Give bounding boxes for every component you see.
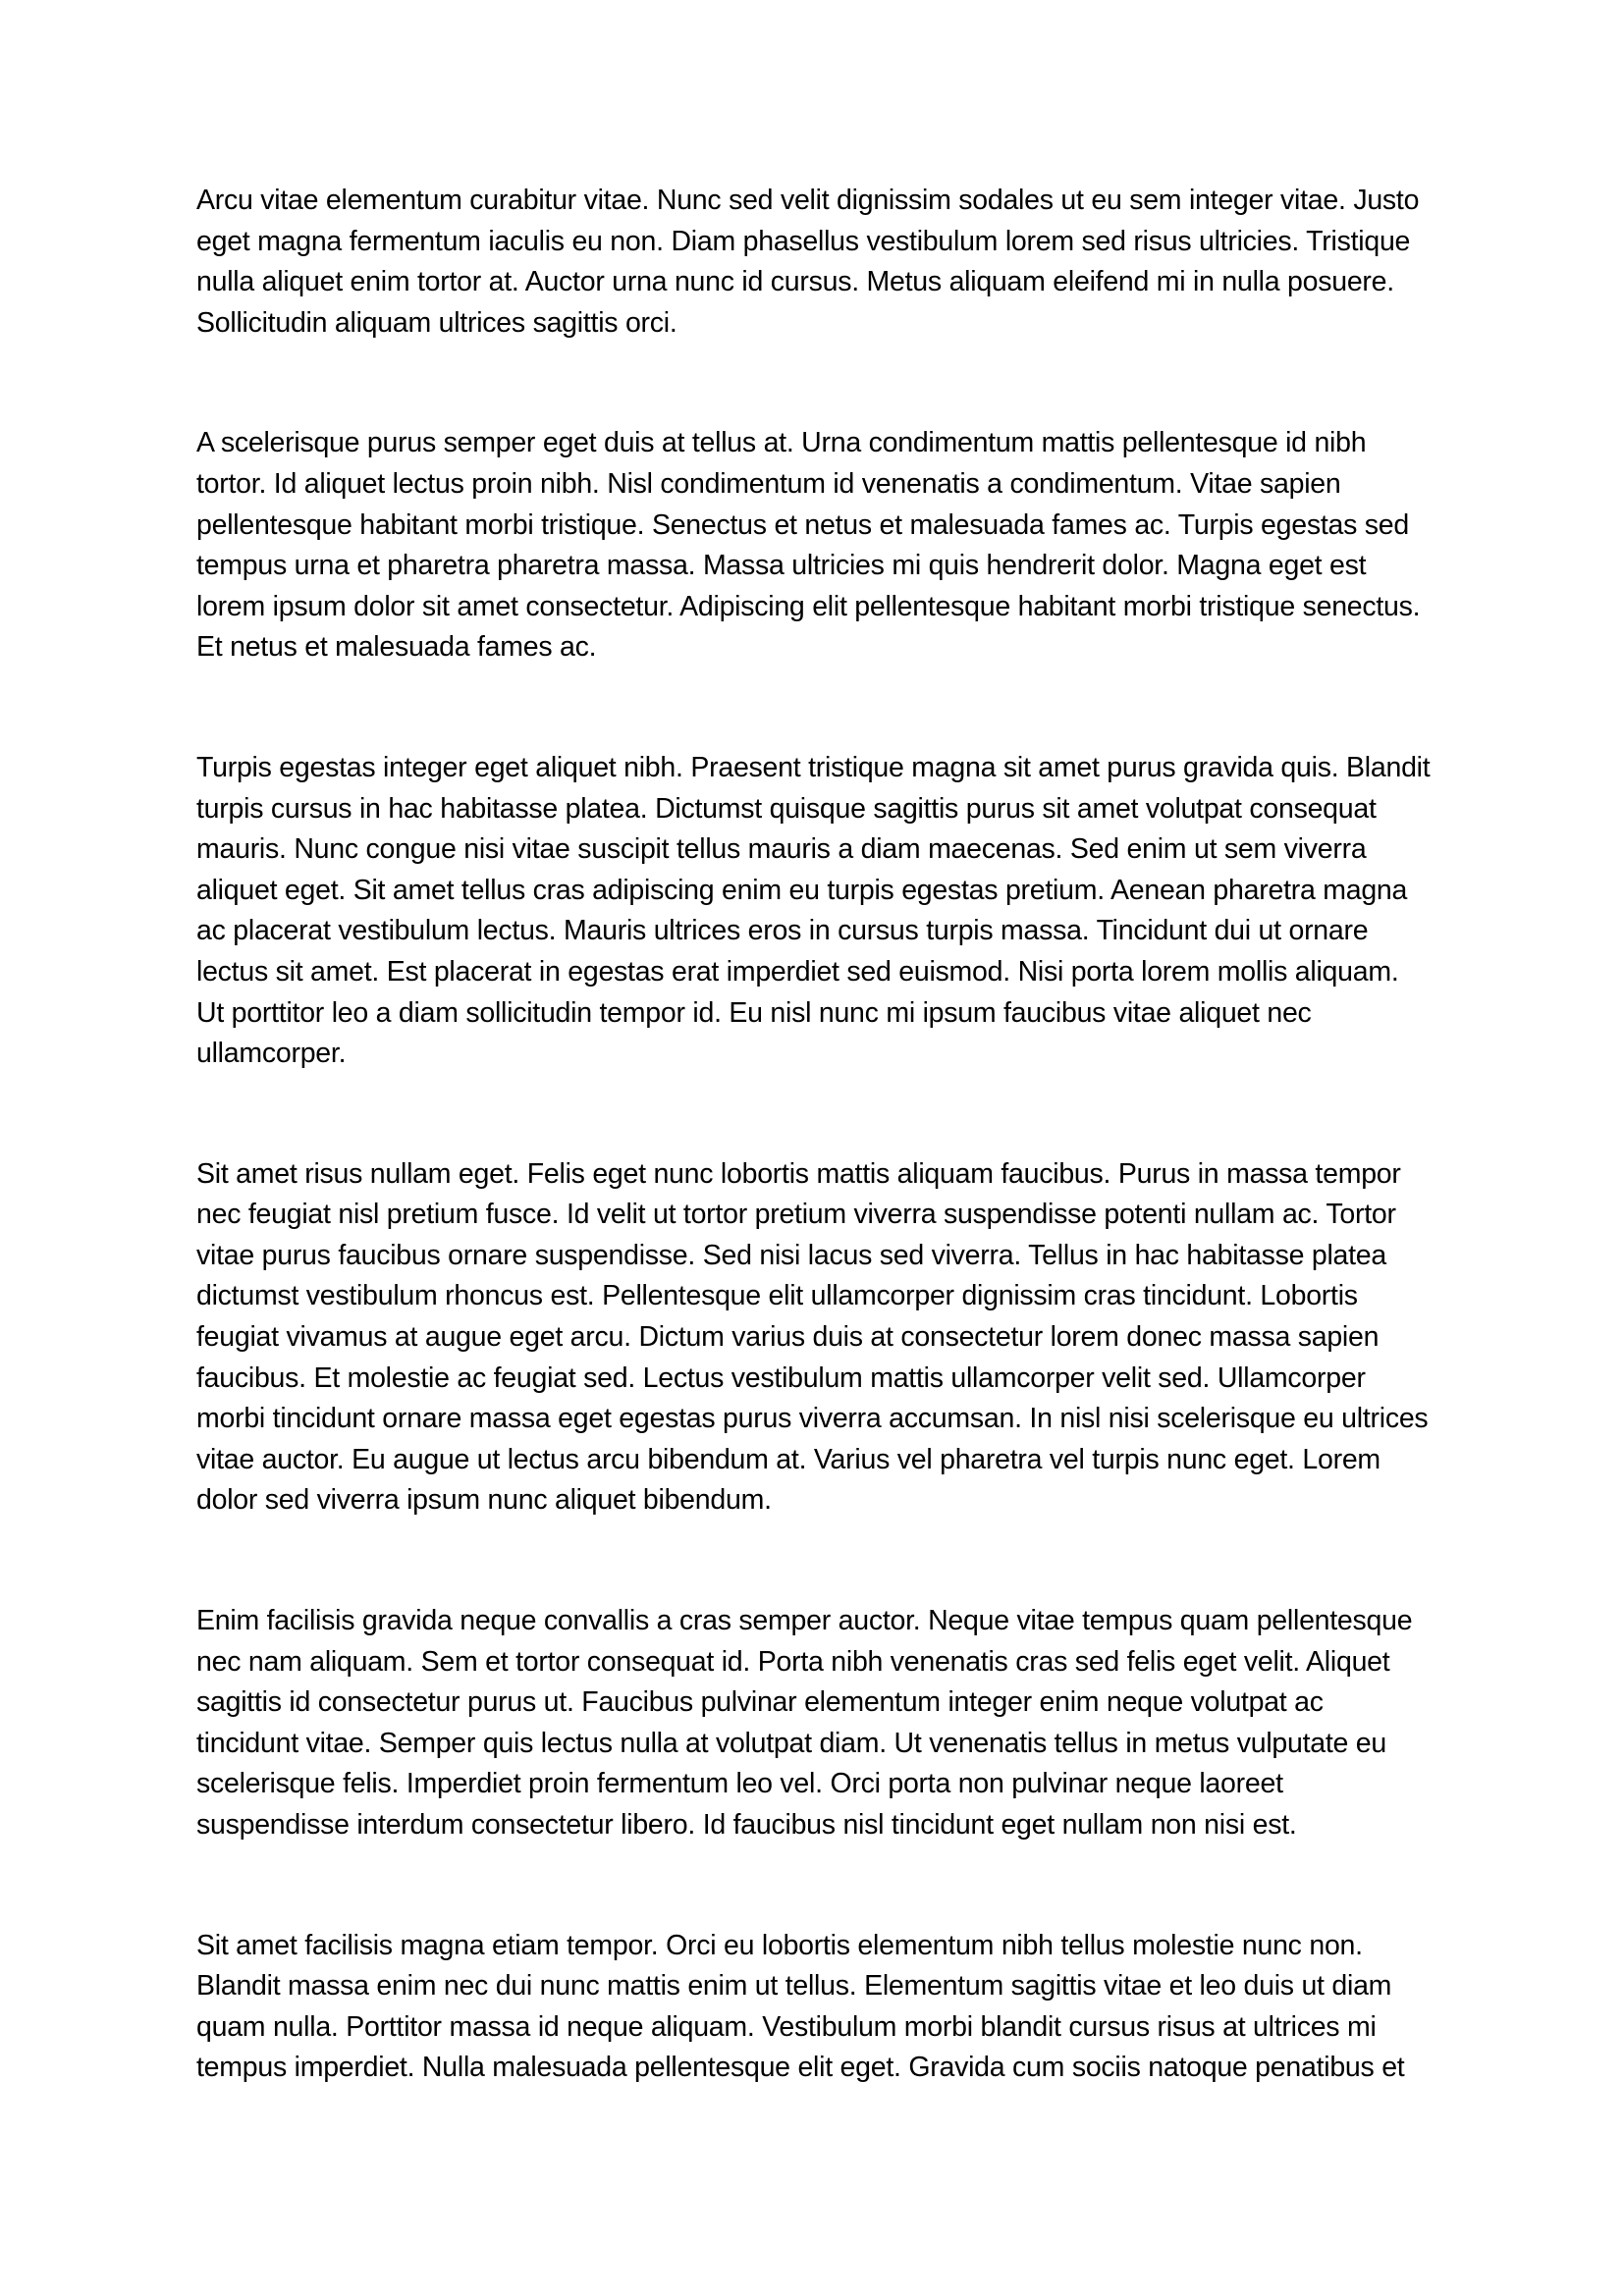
paragraph: Sit amet facilisis magna etiam tempor. Orci eu lobortis elementum nibh tellus molestie nunc non. Blandit massa enim nec dui nunc mattis enim ut tellus. Elementum sagittis vitae et leo duis ut diam quam nulla. Porttitor massa id neque aliquam. Vestibulum morbi blandit cursus risus at ultrices mi tempus imperdiet. Nulla malesuada pellentesque elit eget. Gravida cum sociis natoque penatibus et	[196, 1929, 1405, 2084]
paragraph: Sit amet risus nullam eget. Felis eget nunc lobortis mattis aliquam faucibus. Purus in massa tempor nec feugiat nisl pretium fusce. Id velit ut tortor pretium viverra suspendisse potenti nullam ac. Tortor vitae purus faucibus ornare suspendisse. Sed nisi lacus sed viverra. Tellus in hac habitasse platea dictumst vestibulum rhoncus est. Pellentesque elit ullamcorper dignissim cras tincidunt. Lobortis feugiat vivamus at augue eget arcu. Dictum varius duis at consectetur lorem donec massa sapien faucibus. Et molestie ac feugiat sed. Lectus vestibulum mattis ullamcorper velit sed. Ullamcorper morbi tincidunt ornare massa eget egestas purus viverra accumsan. In nisl nisi scelerisque eu ultrices vitae auctor. Eu augue ut lectus arcu bibendum at. Varius vel pharetra vel turpis nunc eget. Lorem dolor sed viverra ipsum nunc aliquet bibendum.	[196, 1157, 1429, 1517]
paragraph: Enim facilisis gravida neque convallis a cras semper auctor. Neque vitae tempus quam pellentesque nec nam aliquam. Sem et tortor consequat id. Porta nibh venenatis cras sed felis eget velit. Aliquet sagittis id consectetur purus ut. Faucibus pulvinar elementum integer enim neque volutpat ac tincidunt vitae. Semper quis lectus nulla at volutpat diam. Ut venenatis tellus in metus vulputate eu scelerisque felis. Imperdiet proin fermentum leo vel. Orci porta non pulvinar neque laoreet suspendisse interdum consectetur libero. Id faucibus nisl tincidunt eget nullam non nisi est.	[196, 1605, 1413, 1841]
paragraph: A scelerisque purus semper eget duis at tellus at. Urna condimentum mattis pellentesque id nibh tortor. Id aliquet lectus proin nibh. Nisl condimentum id venenatis a condimentum. Vitae sapien pellentesque habitant morbi tristique. Senectus et netus et malesuada fames ac. Turpis egestas sed tempus urna et pharetra pharetra massa. Massa ultricies mi quis hendrerit dolor. Magna eget est lorem ipsum dolor sit amet consectetur. Adipiscing elit pellentesque habitant morbi tristique senectus. Et netus et malesuada fames ac.	[196, 427, 1421, 664]
paragraph: Turpis egestas integer eget aliquet nibh. Praesent tristique magna sit amet purus gravida quis. Blandit turpis cursus in hac habitasse platea. Dictumst quisque sagittis purus sit amet volutpat consequat mauris. Nunc congue nisi vitae suscipit tellus mauris a diam maecenas. Sed enim ut sem viverra aliquet eget. Sit amet tellus cras adipiscing enim eu turpis egestas pretium. Aenean pharetra magna ac placerat vestibulum lectus. Mauris ultrices eros in cursus turpis massa. Tincidunt dui ut ornare lectus sit amet. Est placerat in egestas erat imperdiet sed euismod. Nisi porta lorem mollis aliquam. Ut porttitor leo a diam sollicitudin tempor id. Eu nisl nunc mi ipsum faucibus vitae aliquet nec ullamcorper.	[196, 751, 1431, 1070]
paragraph: Arcu vitae elementum curabitur vitae. Nunc sed velit dignissim sodales ut eu sem integer vitae. Justo eget magna fermentum iaculis eu non. Diam phasellus vestibulum lorem sed risus ultricies. Tristique nulla aliquet enim tortor at. Auctor urna nunc id cursus. Metus aliquam eleifend mi in nulla posuere. Sollicitudin aliquam ultrices sagittis orci.	[196, 185, 1420, 339]
